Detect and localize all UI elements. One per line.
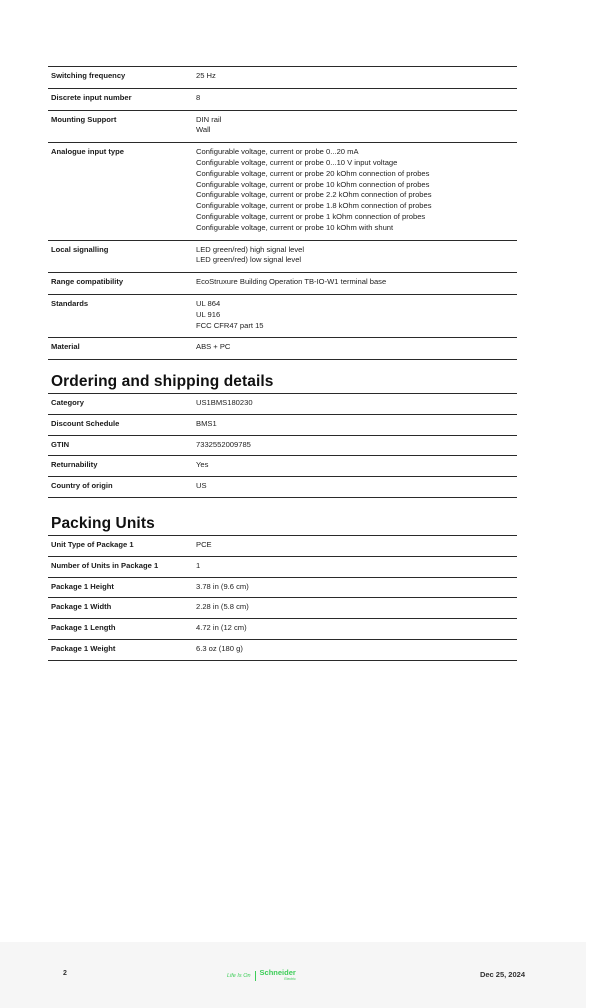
- row-value: 2.28 in (5.8 cm): [196, 602, 249, 612]
- row-label: Discrete input number: [51, 92, 132, 102]
- table-row: [48, 556, 517, 577]
- characteristics-table: [48, 66, 517, 360]
- row-value: [193, 110, 517, 143]
- value-line: Configurable voltage, current or probe 1.8 kOhm connection of probes: [196, 201, 432, 211]
- table-row: [48, 435, 517, 456]
- row-value: 1: [196, 560, 201, 570]
- row-label: Local signalling: [51, 244, 109, 254]
- row-value: [193, 294, 517, 337]
- logo-divider: [255, 971, 256, 981]
- table-row: [48, 110, 517, 143]
- table-row: [48, 294, 517, 337]
- logo-brand-name: Schneider: [259, 968, 296, 977]
- row-value: [193, 143, 517, 240]
- value-line: Configurable voltage, current or probe 10 kOhm with shunt: [196, 222, 394, 232]
- value-line: DIN rail: [196, 114, 222, 124]
- row-label: Standards: [51, 298, 89, 308]
- value-line: LED green/red) low signal level: [196, 255, 302, 265]
- row-value: [193, 338, 517, 360]
- value-line: Wall: [196, 125, 211, 135]
- value-line: Configurable voltage, current or probe 2.2 kOhm connection of probes: [196, 190, 432, 200]
- row-value: Yes: [196, 460, 209, 470]
- value-line: Configurable voltage, current or probe 20 kOhm connection of probes: [196, 168, 430, 178]
- value-line: UL 916: [196, 309, 221, 319]
- ordering-section-title: Ordering and shipping details: [51, 373, 274, 390]
- value-line: Configurable voltage, current or probe 0...20 mA: [196, 147, 359, 157]
- row-value: PCE: [196, 540, 212, 549]
- value-line: FCC CFR47 part 15: [196, 320, 264, 330]
- value-line: EcoStruxure Building Operation TB-IO-W1 terminal base: [196, 277, 387, 287]
- value-line: Configurable voltage, current or probe 1 kOhm connection of probes: [196, 211, 426, 221]
- row-label: Analogue input type: [51, 147, 124, 157]
- value-line: Configurable voltage, current or probe 0...10 V input voltage: [196, 157, 398, 167]
- schneider-logo: [227, 970, 296, 982]
- row-label: Package 1 Length: [51, 623, 116, 633]
- row-label: GTIN: [51, 439, 70, 449]
- row-label: Unit Type of Package 1: [51, 540, 134, 549]
- table-row: [48, 598, 517, 619]
- table-row: [48, 273, 517, 295]
- row-value: [193, 67, 517, 89]
- row-value: US1BMS180230: [196, 398, 253, 407]
- row-label: Package 1 Height: [51, 581, 114, 591]
- row-label: Range compatibility: [51, 277, 124, 287]
- row-label: Category: [51, 398, 84, 407]
- row-value: 6.3 oz (180 g): [196, 643, 243, 653]
- row-label: Returnability: [51, 460, 98, 470]
- logo-brand: [260, 970, 296, 982]
- value-line: LED green/red) high signal level: [196, 244, 305, 254]
- table-row: [48, 143, 517, 240]
- value-line: Configurable voltage, current or probe 10 kOhm connection of probes: [196, 179, 430, 189]
- row-label: Package 1 Width: [51, 602, 112, 612]
- row-label: Discount Schedule: [51, 418, 120, 428]
- page-footer: [0, 942, 586, 1008]
- row-value: [193, 88, 517, 110]
- row-label: Material: [51, 342, 80, 352]
- row-label: Mounting Support: [51, 114, 117, 124]
- value-line: 8: [196, 92, 201, 102]
- value-line: 25 Hz: [196, 71, 216, 80]
- value-line: UL 864: [196, 298, 221, 308]
- row-value: 4.72 in (12 cm): [196, 623, 247, 633]
- table-row: [48, 67, 517, 89]
- row-value: BMS1: [196, 418, 217, 428]
- table-row: [48, 477, 517, 498]
- table-row: [48, 577, 517, 598]
- table-row: [48, 338, 517, 360]
- table-row: [48, 619, 517, 640]
- row-label: Switching frequency: [51, 71, 126, 80]
- page-number: 2: [63, 970, 67, 977]
- row-value: [193, 240, 517, 273]
- table-row: [48, 639, 517, 660]
- table-row: [48, 394, 517, 415]
- footer-date: Dec 25, 2024: [479, 970, 525, 979]
- packing-section-title: Packing Units: [51, 515, 155, 532]
- logo-brand-sub: Electric: [284, 977, 296, 981]
- row-value: [193, 273, 517, 295]
- table-row: [48, 414, 517, 435]
- table-row: [48, 240, 517, 273]
- row-label: Number of Units in Package 1: [51, 560, 159, 570]
- row-label: Package 1 Weight: [51, 643, 116, 653]
- row-value: US: [196, 481, 207, 491]
- row-label: Country of origin: [51, 481, 113, 491]
- ordering-table: [48, 393, 517, 498]
- row-value: 3.78 in (9.6 cm): [196, 581, 249, 591]
- table-row: [48, 88, 517, 110]
- row-value: 7332552009785: [196, 439, 251, 449]
- table-row: [48, 536, 517, 557]
- value-line: ABS + PC: [196, 342, 231, 352]
- packing-table: [48, 535, 517, 661]
- table-row: [48, 456, 517, 477]
- logo-tagline: Life Is On: [227, 973, 251, 979]
